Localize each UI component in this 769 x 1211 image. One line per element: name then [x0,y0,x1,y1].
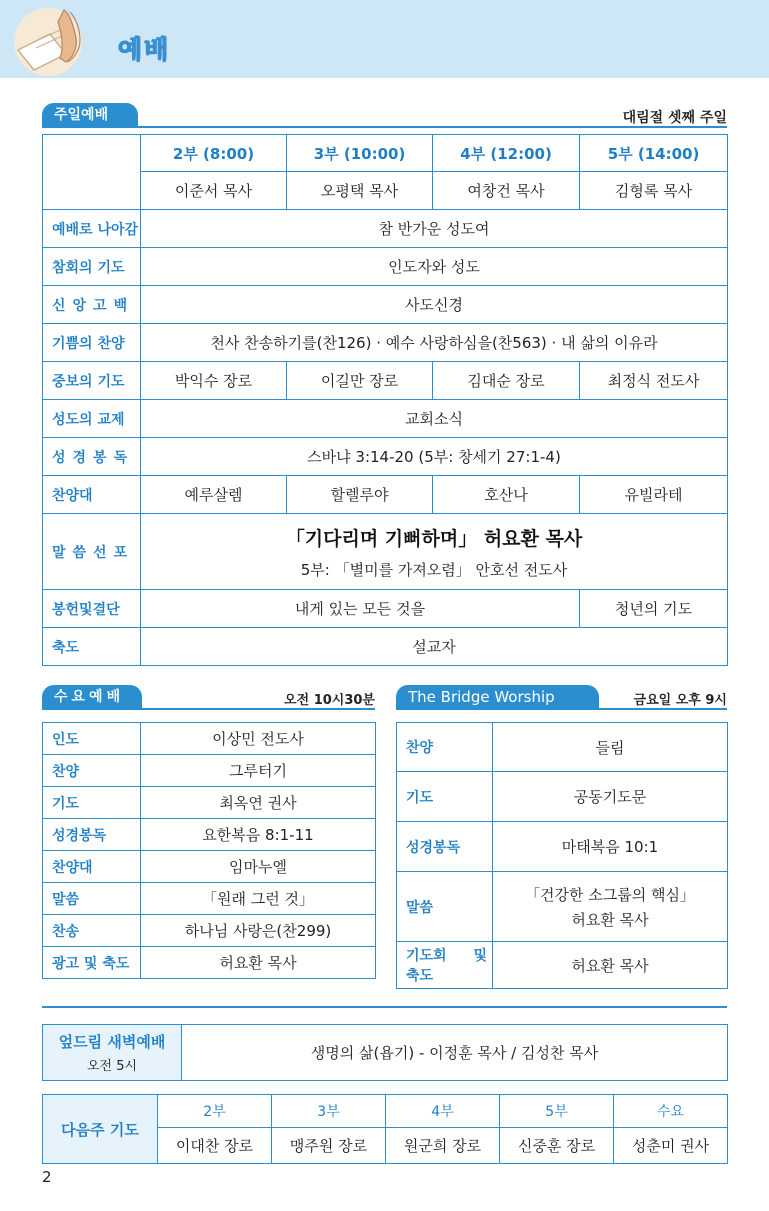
service-leader-4: 여창건 목사 [433,172,580,210]
bridge-worship-time: 금요일 오후 9시 [633,693,727,708]
next-prayer-table [42,1094,728,1164]
next-prayer-head-4: 5부 [500,1095,614,1128]
wed-label-2: 찬양 [43,755,141,787]
offering-label: 봉헌및결단 [43,590,141,628]
page-number: 2 [42,1168,52,1186]
next-prayer-head-5: 수요 [614,1095,728,1128]
service-time-2: 2부 (8:00) [141,135,287,172]
empty-corner-cell [43,135,141,210]
choir-4: 호산나 [433,476,580,514]
choir-3: 할렐루야 [287,476,433,514]
choir-label: 찬양대 [43,476,141,514]
wed-value-3: 최옥연 권사 [141,787,376,819]
wed-value-6: 「원래 그런 것」 [141,883,376,915]
service-time-3: 3부 (10:00) [287,135,433,172]
offering-value-5: 청년의 기도 [580,590,728,628]
intercession-5: 최정식 전도사 [580,362,728,400]
next-prayer-name-2: 맹주원 장로 [272,1128,386,1164]
approach-label: 예배로 나아감 [43,210,141,248]
wednesday-worship-tab: 수요예배 [42,685,142,709]
dawn-title: 엎드림 새벽예배 [58,1033,166,1051]
confession-value: 인도자와 성도 [141,248,728,286]
next-prayer-name-4: 신중훈 장로 [500,1128,614,1164]
wed-value-5: 임마누엘 [141,851,376,883]
next-prayer-head-1: 2부 [158,1095,272,1128]
bridge-sermon-title: 「건강한 소그룹의 핵심」 [525,885,695,904]
service-time-5: 5부 (14:00) [580,135,728,172]
approach-value: 참 반가운 성도여 [141,210,728,248]
intercession-3: 이길만 장로 [287,362,433,400]
choir-5: 유빌라테 [580,476,728,514]
sermon-label: 말씀선포 [43,514,141,590]
wed-value-8: 허요환 목사 [141,947,376,979]
section-separator [42,1006,727,1008]
bridge-label-5a: 기도회 및 [406,948,487,964]
creed-value: 사도신경 [141,286,728,324]
intercession-2: 박익수 장로 [141,362,287,400]
dawn-worship-table [42,1024,728,1081]
bridge-label-3: 성경봉독 [397,822,493,872]
bridge-label-1: 찬양 [397,723,493,772]
reading-value: 스바냐 3:14-20 (5부: 창세기 27:1-4) [141,438,728,476]
reading-label: 성경봉독 [43,438,141,476]
service-leader-5: 김형록 목사 [580,172,728,210]
bridge-label-2: 기도 [397,772,493,822]
confession-label: 참회의 기도 [43,248,141,286]
fellowship-value: 교회소식 [141,400,728,438]
praise-value: 천사 찬송하기를(찬126) · 예수 사랑하심을(찬563) · 내 삶의 이유라 [141,324,728,362]
bridge-label-5b: 축도 [406,968,434,984]
wed-label-5: 찬양대 [43,851,141,883]
fellowship-label: 성도의 교제 [43,400,141,438]
wed-label-1: 인도 [43,723,141,755]
wed-label-3: 기도 [43,787,141,819]
bridge-sermon-preacher: 허요환 목사 [571,910,649,929]
benediction-label: 축도 [43,628,141,666]
service-leader-3: 오평택 목사 [287,172,433,210]
dawn-title-cell [43,1025,182,1081]
benediction-value: 설교자 [141,628,728,666]
sermon-sub: 5부: 「별미를 가져오렴」 안호선 전도사 [300,560,568,579]
bridge-label-4: 말씀 [397,872,493,942]
bridge-value-4 [493,872,728,942]
dawn-time: 오전 5시 [86,1059,138,1074]
sermon-title: 「기다리며 기뻐하며」 허요환 목사 [285,527,583,550]
service-time-4: 4부 (12:00) [433,135,580,172]
bridge-value-3: 마태복음 10:1 [493,822,728,872]
wed-label-8: 광고 및 축도 [43,947,141,979]
bridge-value-5: 허요환 목사 [493,942,728,989]
service-leader-2: 이준서 목사 [141,172,287,210]
wed-label-7: 찬송 [43,915,141,947]
praise-label: 기쁨의 찬양 [43,324,141,362]
sermon-cell [141,514,728,590]
header-banner [0,0,769,78]
dawn-value: 생명의 삶(욥기) - 이정훈 목사 / 김성찬 목사 [182,1025,728,1081]
wed-label-6: 말씀 [43,883,141,915]
creed-label: 신앙고백 [43,286,141,324]
wed-value-2: 그루터기 [141,755,376,787]
wednesday-rule [42,708,375,710]
wed-value-7: 하나님 사랑은(찬299) [141,915,376,947]
next-prayer-name-5: 성춘미 권사 [614,1128,728,1164]
wednesday-worship-time: 오전 10시30분 [284,693,375,708]
intercession-4: 김대순 장로 [433,362,580,400]
next-prayer-name-1: 이대찬 장로 [158,1128,272,1164]
bridge-value-2: 공동기도문 [493,772,728,822]
sunday-worship-table [42,134,728,666]
bridge-value-1: 들림 [493,723,728,772]
page-title: 예배 [118,35,171,64]
wed-value-1: 이상민 전도사 [141,723,376,755]
next-prayer-head-3: 4부 [386,1095,500,1128]
offering-value: 내게 있는 모든 것을 [141,590,580,628]
next-prayer-title: 다음주 기도 [43,1095,158,1164]
next-prayer-head-2: 3부 [272,1095,386,1128]
sunday-worship-note: 대림절 셋째 주일 [622,110,727,126]
bridge-worship-table [396,722,728,989]
bridge-label-5 [397,942,493,989]
next-prayer-name-3: 원군희 장로 [386,1128,500,1164]
choir-2: 예루살렘 [141,476,287,514]
praying-hands-bible-icon [8,4,94,76]
wed-label-4: 성경봉독 [43,819,141,851]
sunday-rule [42,126,727,128]
bridge-worship-tab: The Bridge Worship [396,685,599,709]
wed-value-4: 요한복음 8:1-11 [141,819,376,851]
bridge-rule [396,708,727,710]
intercession-label: 중보의 기도 [43,362,141,400]
sunday-worship-tab: 주일예배 [42,103,138,127]
wednesday-worship-table [42,722,376,979]
